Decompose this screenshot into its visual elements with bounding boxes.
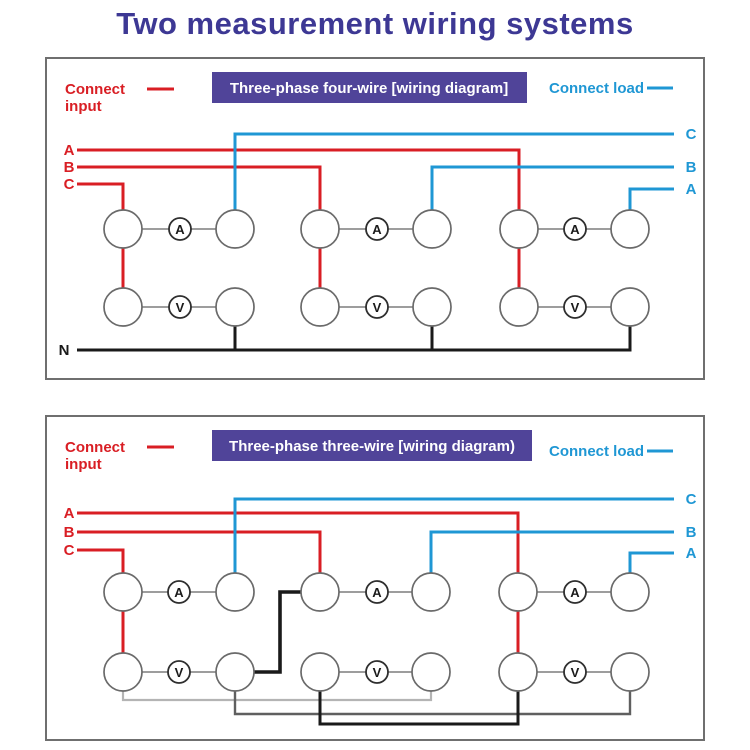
connect-load-label: Connect load xyxy=(549,80,645,97)
terminal-circle xyxy=(500,210,538,248)
terminal-circle xyxy=(301,210,339,248)
input-phase-a-label: A xyxy=(63,142,75,159)
terminal-circle xyxy=(104,288,142,326)
wire-input-phase-c xyxy=(77,550,123,573)
wire-input-phase-a xyxy=(77,513,518,573)
load-phase-a-label: A xyxy=(685,545,697,562)
wire-input-phase-a xyxy=(77,150,519,210)
four-wire-diagram xyxy=(47,59,703,378)
wire-input-phase-c xyxy=(77,184,123,210)
neutral-label: N xyxy=(58,342,70,359)
terminal-circle xyxy=(499,653,537,691)
ammeter xyxy=(564,218,586,240)
wire-load-phase-c xyxy=(235,134,674,210)
voltmeter-label: V xyxy=(372,300,382,315)
connect-input-label-line2: input xyxy=(65,98,102,115)
voltmeter xyxy=(169,296,191,318)
wire-neutral-bus xyxy=(77,326,630,350)
terminal-circle xyxy=(216,288,254,326)
terminal-circle xyxy=(104,653,142,691)
three-wire-diagram xyxy=(47,417,703,739)
voltmeter-label: V xyxy=(175,300,185,315)
terminal-circle xyxy=(216,573,254,611)
panel-three-wire xyxy=(45,415,705,741)
terminal-circle xyxy=(413,210,451,248)
terminal-circle xyxy=(301,288,339,326)
terminal-circle xyxy=(301,653,339,691)
wire-input-phase-b xyxy=(77,532,320,573)
banner-three-wire-label: Three-phase three-wire [wiring diagram) xyxy=(229,438,515,455)
load-phase-a-label: A xyxy=(685,181,697,198)
ammeter-label: A xyxy=(174,585,184,600)
voltmeter xyxy=(564,661,586,683)
ammeter xyxy=(366,218,388,240)
ammeter-label: A xyxy=(372,585,382,600)
load-phase-c-label: C xyxy=(685,126,697,143)
wire-jumper-gray-dark xyxy=(235,691,630,714)
terminal-circle xyxy=(611,653,649,691)
wire-jumper-gray-light xyxy=(123,691,431,700)
terminal-circle xyxy=(413,288,451,326)
connect-load-label: Connect load xyxy=(549,443,645,460)
voltmeter xyxy=(366,296,388,318)
load-phase-b-label: B xyxy=(685,524,697,541)
terminal-circle xyxy=(500,288,538,326)
voltmeter-label: V xyxy=(372,665,382,680)
ammeter-label: A xyxy=(372,222,382,237)
connect-input-label-line2: input xyxy=(65,456,102,473)
ammeter xyxy=(168,581,190,603)
terminal-circle xyxy=(216,210,254,248)
load-phase-c-label: C xyxy=(685,491,697,508)
connect-input-label-line1: Connect xyxy=(65,81,125,98)
banner-four-wire-label: Three-phase four-wire [wiring diagram] xyxy=(229,80,509,97)
voltmeter-label: V xyxy=(570,300,580,315)
input-phase-a-label: A xyxy=(63,505,75,522)
voltmeter xyxy=(366,661,388,683)
voltmeter-label: V xyxy=(570,665,580,680)
terminal-circle xyxy=(499,573,537,611)
ammeter xyxy=(366,581,388,603)
load-phase-b-label: B xyxy=(685,159,697,176)
terminal-circle xyxy=(412,653,450,691)
connect-input-label-line1: Connect xyxy=(65,439,125,456)
input-phase-b-label: B xyxy=(63,159,75,176)
ammeter xyxy=(169,218,191,240)
terminal-circle xyxy=(412,573,450,611)
wire-jumper-black-bottom xyxy=(320,691,518,724)
wire-load-phase-a xyxy=(630,189,674,210)
ammeter-label: A xyxy=(175,222,185,237)
voltmeter xyxy=(168,661,190,683)
wire-load-phase-c xyxy=(235,499,674,573)
panel-four-wire xyxy=(45,57,705,380)
terminal-circle xyxy=(301,573,339,611)
terminal-circle xyxy=(216,653,254,691)
ammeter-label: A xyxy=(570,585,580,600)
terminal-circle xyxy=(611,210,649,248)
wire-input-phase-b xyxy=(77,167,320,210)
ammeter xyxy=(564,581,586,603)
page-title: Two measurement wiring systems xyxy=(116,6,634,41)
voltmeter-label: V xyxy=(174,665,184,680)
terminal-circle xyxy=(104,573,142,611)
wire-jumper-black-mid xyxy=(254,592,301,672)
terminal-circle xyxy=(104,210,142,248)
terminal-circle xyxy=(611,573,649,611)
voltmeter xyxy=(564,296,586,318)
wire-load-phase-a xyxy=(630,553,674,573)
input-phase-c-label: C xyxy=(63,542,75,559)
input-phase-b-label: B xyxy=(63,524,75,541)
ammeter-label: A xyxy=(570,222,580,237)
terminal-circle xyxy=(611,288,649,326)
input-phase-c-label: C xyxy=(63,176,75,193)
